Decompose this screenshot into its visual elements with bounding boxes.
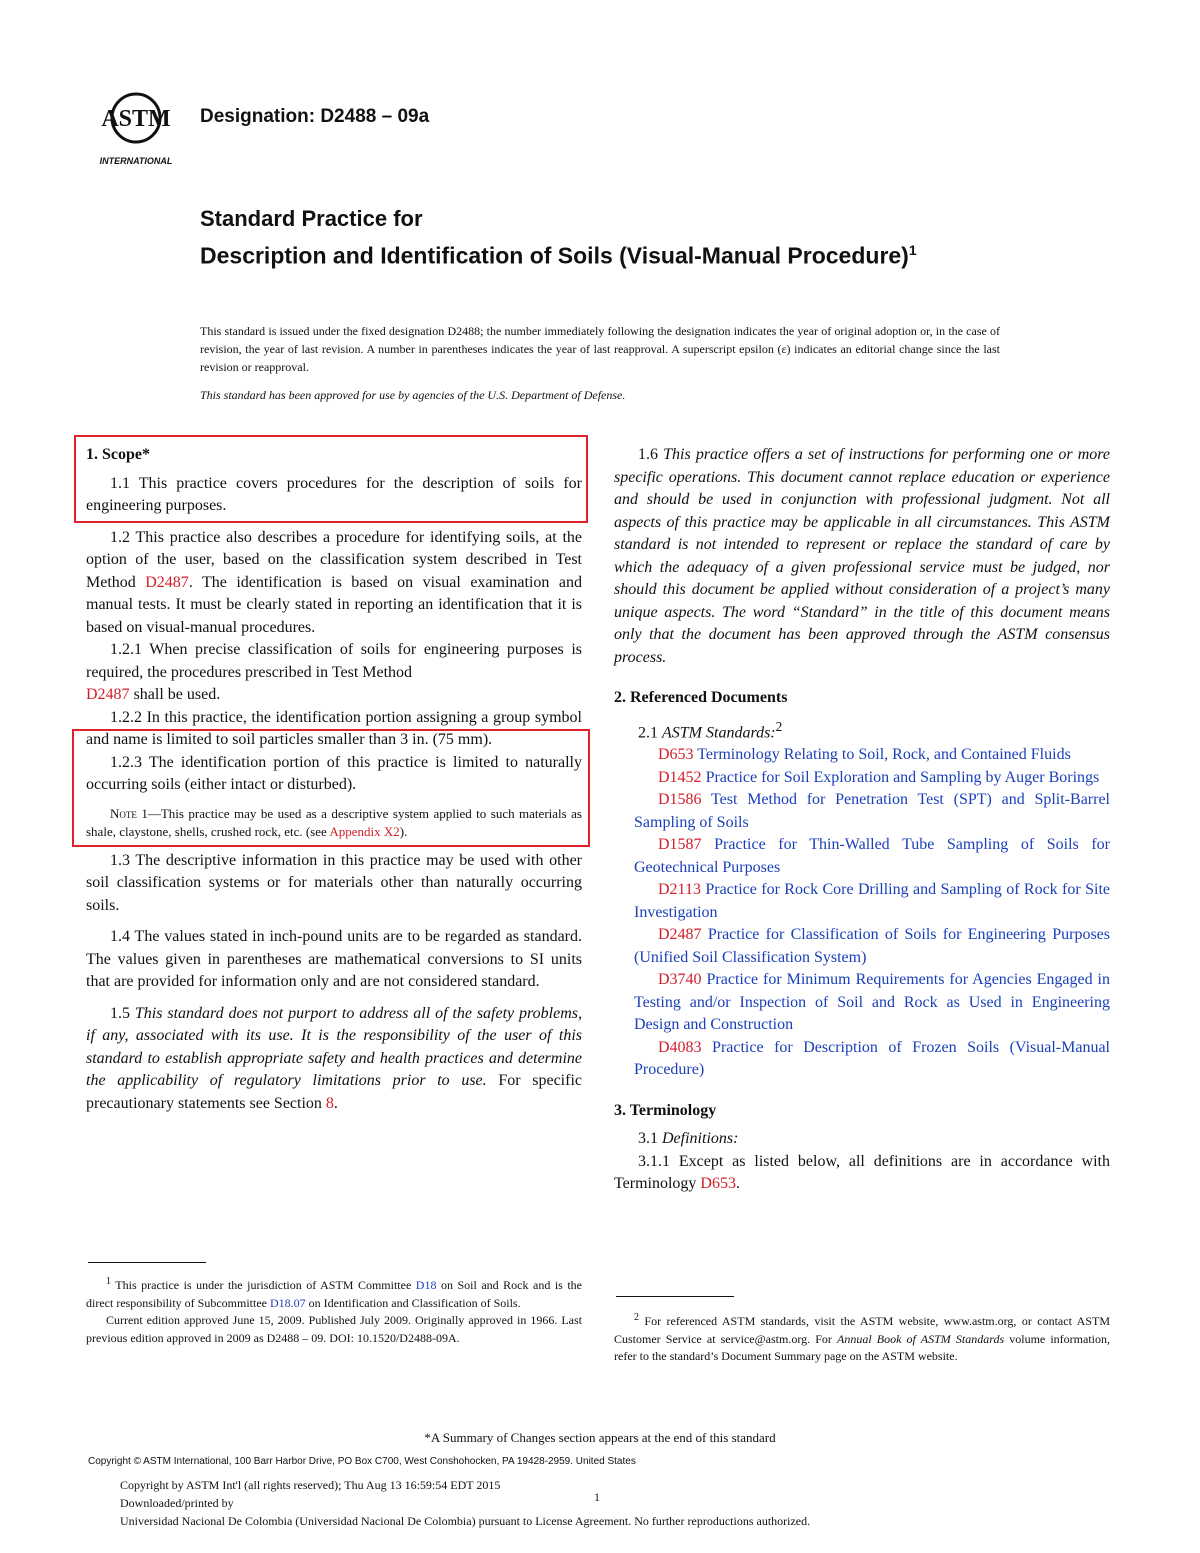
title-prefix: Standard Practice for [200, 206, 423, 231]
reference-item [614, 879, 1110, 924]
link-d18-07[interactable]: D18.07 [269, 1295, 306, 1310]
reference-title-link[interactable]: Terminology Relating to Soil, Rock, and Contained Fluids [693, 746, 1071, 764]
reference-code-link[interactable]: D4083 [658, 1038, 702, 1056]
reference-title-link[interactable]: Practice for Minimum Requirements for Agencies Engaged in Testing and/or Inspection of Soil and Rock as Used in Engineering Design and Construction [634, 971, 1110, 1034]
download-line-3: Universidad Nacional De Colombia (Universidad Nacional De Colombia) pursuant to License Agreement. No further reproductions authorized. [120, 1514, 811, 1528]
download-line-1: Copyright by ASTM Int'l (all rights reserved); Thu Aug 13 16:59:54 EDT 2015 [120, 1478, 501, 1492]
reference-code-link[interactable]: D1587 [658, 836, 702, 854]
reference-title-link[interactable]: Practice for Rock Core Drilling and Sampling of Rock for Site Investigation [634, 881, 1110, 921]
reference-title-link[interactable]: Practice for Classification of Soils for Engineering Purposes (Unified Soil Classification System) [634, 926, 1110, 966]
reference-item [614, 924, 1110, 969]
link-d18[interactable]: D18 [415, 1278, 437, 1292]
reference-code-link[interactable]: D2487 [658, 926, 702, 944]
left-column [86, 444, 582, 1115]
paragraph: 1.1 This practice covers procedures for the description of soils for engineering purposes. [86, 474, 582, 514]
reference-title-link[interactable]: Practice for Thin-Walled Tube Sampling of Soils for Geotechnical Purposes [634, 836, 1110, 876]
paragraph: 1.3 The descriptive information in this practice may be used with other soil classification systems or for materials other than naturally occurring soils. [86, 851, 582, 914]
reference-code-link[interactable]: D1452 [658, 768, 702, 786]
svg-text:ASTM: ASTM [101, 106, 171, 132]
reference-code-link[interactable]: D1586 [658, 791, 702, 809]
reference-item [614, 767, 1110, 790]
page-number: 1 [594, 1490, 600, 1504]
paragraph: 3.1.1 Except as listed below, all definitions are in accordance with Terminology D653. [614, 1152, 1110, 1193]
reference-code-link[interactable]: D2113 [658, 881, 701, 899]
footnote-2: $^2$ For referenced ASTM standards, visit the ASTM website, www.astm.org, or contact ASTM Customer Service at service@astm.org. For Annual Book of ASTM Standards volume information, refer to the standard’s Document Summary page on the ASTM website. [614, 1312, 1110, 1363]
section-heading: 2. Referenced Documents [614, 689, 788, 706]
note: Note 1—This practice may be used as a descriptive system applied to such materials as shale, claystone, shells, crushed rock, etc. (see Appendix X2). [86, 805, 582, 839]
footnote-rule [88, 1262, 206, 1263]
right-column [614, 444, 1110, 1196]
paragraph: 1.2 This practice also describes a procedure for identifying soils, at the option of the user, based on the classification system described in Test Method D2487. The identification is based on visual examination and manual tests. It must be clearly stated in reporting an identification that it is based on visual-manual procedures. [86, 528, 582, 636]
link-d653[interactable]: D653 [700, 1175, 736, 1193]
dod-approval: This standard has been approved for use by agencies of the U.S. Department of Defense. [200, 388, 626, 402]
section-heading: 1. Scope* [86, 446, 150, 463]
reference-item [614, 969, 1110, 1037]
link-d2487[interactable]: D2487 [145, 573, 189, 591]
download-line-2: Downloaded/printed by [120, 1496, 234, 1510]
paragraph: 1.5 This standard does not purport to address all of the safety problems, if any, associated with its use. It is the responsibility of the user of this standard to establish appropriate safety and health practices and determine the applicability of regulatory limitations prior to use. For specific precautionary statements see Section 8. [86, 1004, 583, 1112]
reference-item [614, 1037, 1110, 1082]
paragraph: 1.2.1 When precise classification of soils for engineering purposes is required, the procedures prescribed in Test Method D2487 shall be used. [86, 641, 582, 703]
reference-code-link[interactable]: D653 [658, 746, 694, 764]
paragraph: 2.1 ASTM Standards:$^2$ [638, 718, 783, 741]
paragraph: 1.2.2 In this practice, the identification portion assigning a group symbol and name is limited to soil particles smaller than 3 in. (75 mm). [86, 708, 582, 748]
link-appendix-x2[interactable]: Appendix X2 [329, 823, 400, 839]
designation: Designation: D2488 – 09a [200, 106, 430, 127]
reference-title-link[interactable]: Practice for Soil Exploration and Sampling by Auger Borings [701, 768, 1100, 786]
link-section-8[interactable]: 8 [325, 1094, 334, 1112]
reference-title-link[interactable]: Test Method for Penetration Test (SPT) and Split-Barrel Sampling of Soils [634, 791, 1110, 831]
link-d2487[interactable]: D2487 [86, 686, 130, 703]
section-heading: 3. Terminology [614, 1101, 717, 1119]
paragraph: 1.4 The values stated in inch-pound units are to be regarded as standard. The values given in parentheses are mathematical conversions to SI units that are provided for information only and are not considered standard. [86, 928, 582, 990]
issuance-notice: This standard is issued under the fixed designation D2488; the number immediately following the designation indicates the year of original adoption or, in the case of revision, the year of last revision. A number in parentheses indicates the year of last reapproval. A superscript epsilon (ε) indicates an editorial change since the last revision or reapproval. [200, 324, 1000, 374]
page-title: Description and Identification of Soils (Visual-Manual Procedure)$^1$ [200, 242, 917, 269]
reference-item [614, 789, 1110, 834]
astm-logo [88, 88, 188, 168]
summary-notice: *A Summary of Changes section appears at the end of this standard [424, 1430, 776, 1445]
paragraph: 1.6 This practice offers a set of instructions for performing one or more specific operations. This document cannot replace education or experience and should be used in conjunction with professional judgment. Not all aspects of this practice may be applicable in all circumstances. This ASTM standard is not intended to represent or replace the standard of care by which the adequacy of a given professional service must be judged, nor should this document be applied without consideration of a project’s many unique aspects. The word “Standard” in the title of this document means only that the document has been approved through the ASTM consensus process. [614, 446, 1110, 666]
reference-list [614, 744, 1110, 1082]
footnote-rule [616, 1296, 734, 1297]
paragraph: 3.1 Definitions: [638, 1130, 739, 1148]
reference-item [614, 834, 1110, 879]
reference-title-link[interactable]: Practice for Description of Frozen Soils (Visual-Manual Procedure) [634, 1038, 1110, 1079]
reference-code-link[interactable]: D3740 [658, 971, 702, 989]
copyright-line: Copyright © ASTM International, 100 Barr Harbor Drive, PO Box C700, West Conshohocken, PA 19428-2959. United States [88, 1456, 636, 1467]
paragraph: 1.2.3 The identification portion of this practice is limited to naturally occurring soils (either intact or disturbed). [86, 753, 582, 793]
svg-text:INTERNATIONAL: INTERNATIONAL [99, 156, 173, 166]
reference-item [614, 744, 1110, 767]
footnote-1: $^1$ This practice is under the jurisdiction of ASTM Committee D18 on Soil and Rock and is the direct responsibility of Subcommittee D18.07 on Identification and Classification of Soils. Current edition approved June 15, 2009. Published July 2009. Originally approved in 1966. Last previous edition approved in 2009 as D2488 – 09. DOI: 10.1520/D2488-09A. [86, 1276, 582, 1345]
